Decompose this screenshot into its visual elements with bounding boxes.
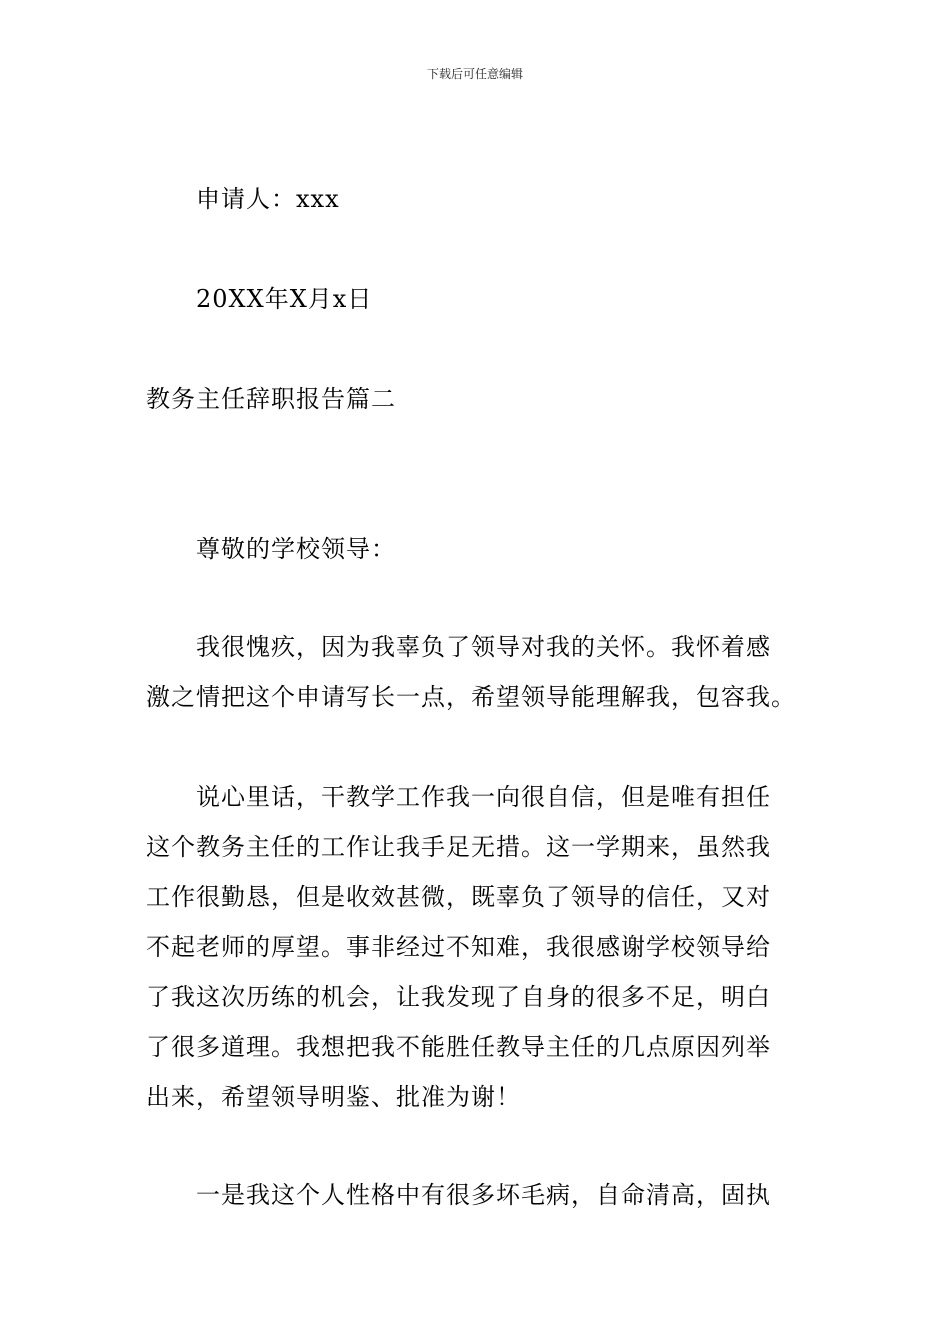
- page-header-note: 下载后可任意编辑: [426, 67, 523, 81]
- paragraph-3: [146, 1180, 811, 1230]
- paragraph-line: 出来，希望领导明鉴、批准为谢！: [146, 1083, 521, 1111]
- section-title: 教务主任辞职报告篇二: [146, 385, 396, 413]
- paragraph-line: 不起老师的厚望。事非经过不知难，我很感谢学校领导给: [146, 933, 771, 961]
- salutation: 尊敬的学校领导：: [196, 535, 396, 563]
- paragraph-line: 工作很勤恳，但是收效甚微，既辜负了领导的信任，又对: [146, 883, 771, 911]
- paragraph-line: 了很多道理。我想把我不能胜任教导主任的几点原因列举: [146, 1033, 771, 1061]
- date-line: 20XX年X月x日: [196, 285, 373, 313]
- paragraph-2: [146, 782, 811, 1132]
- paragraph-line: 这个教务主任的工作让我手足无措。这一学期来，虽然我: [146, 833, 771, 861]
- applicant-line: 申请人：xxx: [196, 185, 340, 213]
- paragraph-line: 了我这次历练的机会，让我发现了自身的很多不足，明白: [146, 983, 771, 1011]
- paragraph-line: 我很愧疚，因为我辜负了领导对我的关怀。我怀着感: [196, 633, 771, 661]
- paragraph-line: 说心里话，干教学工作我一向很自信，但是唯有担任: [196, 783, 771, 811]
- paragraph-line: 一是我这个人性格中有很多坏毛病，自命清高，固执: [196, 1181, 771, 1209]
- paragraph-1: [146, 632, 811, 732]
- paragraph-line: 激之情把这个申请写长一点，希望领导能理解我，包容我。: [146, 683, 796, 711]
